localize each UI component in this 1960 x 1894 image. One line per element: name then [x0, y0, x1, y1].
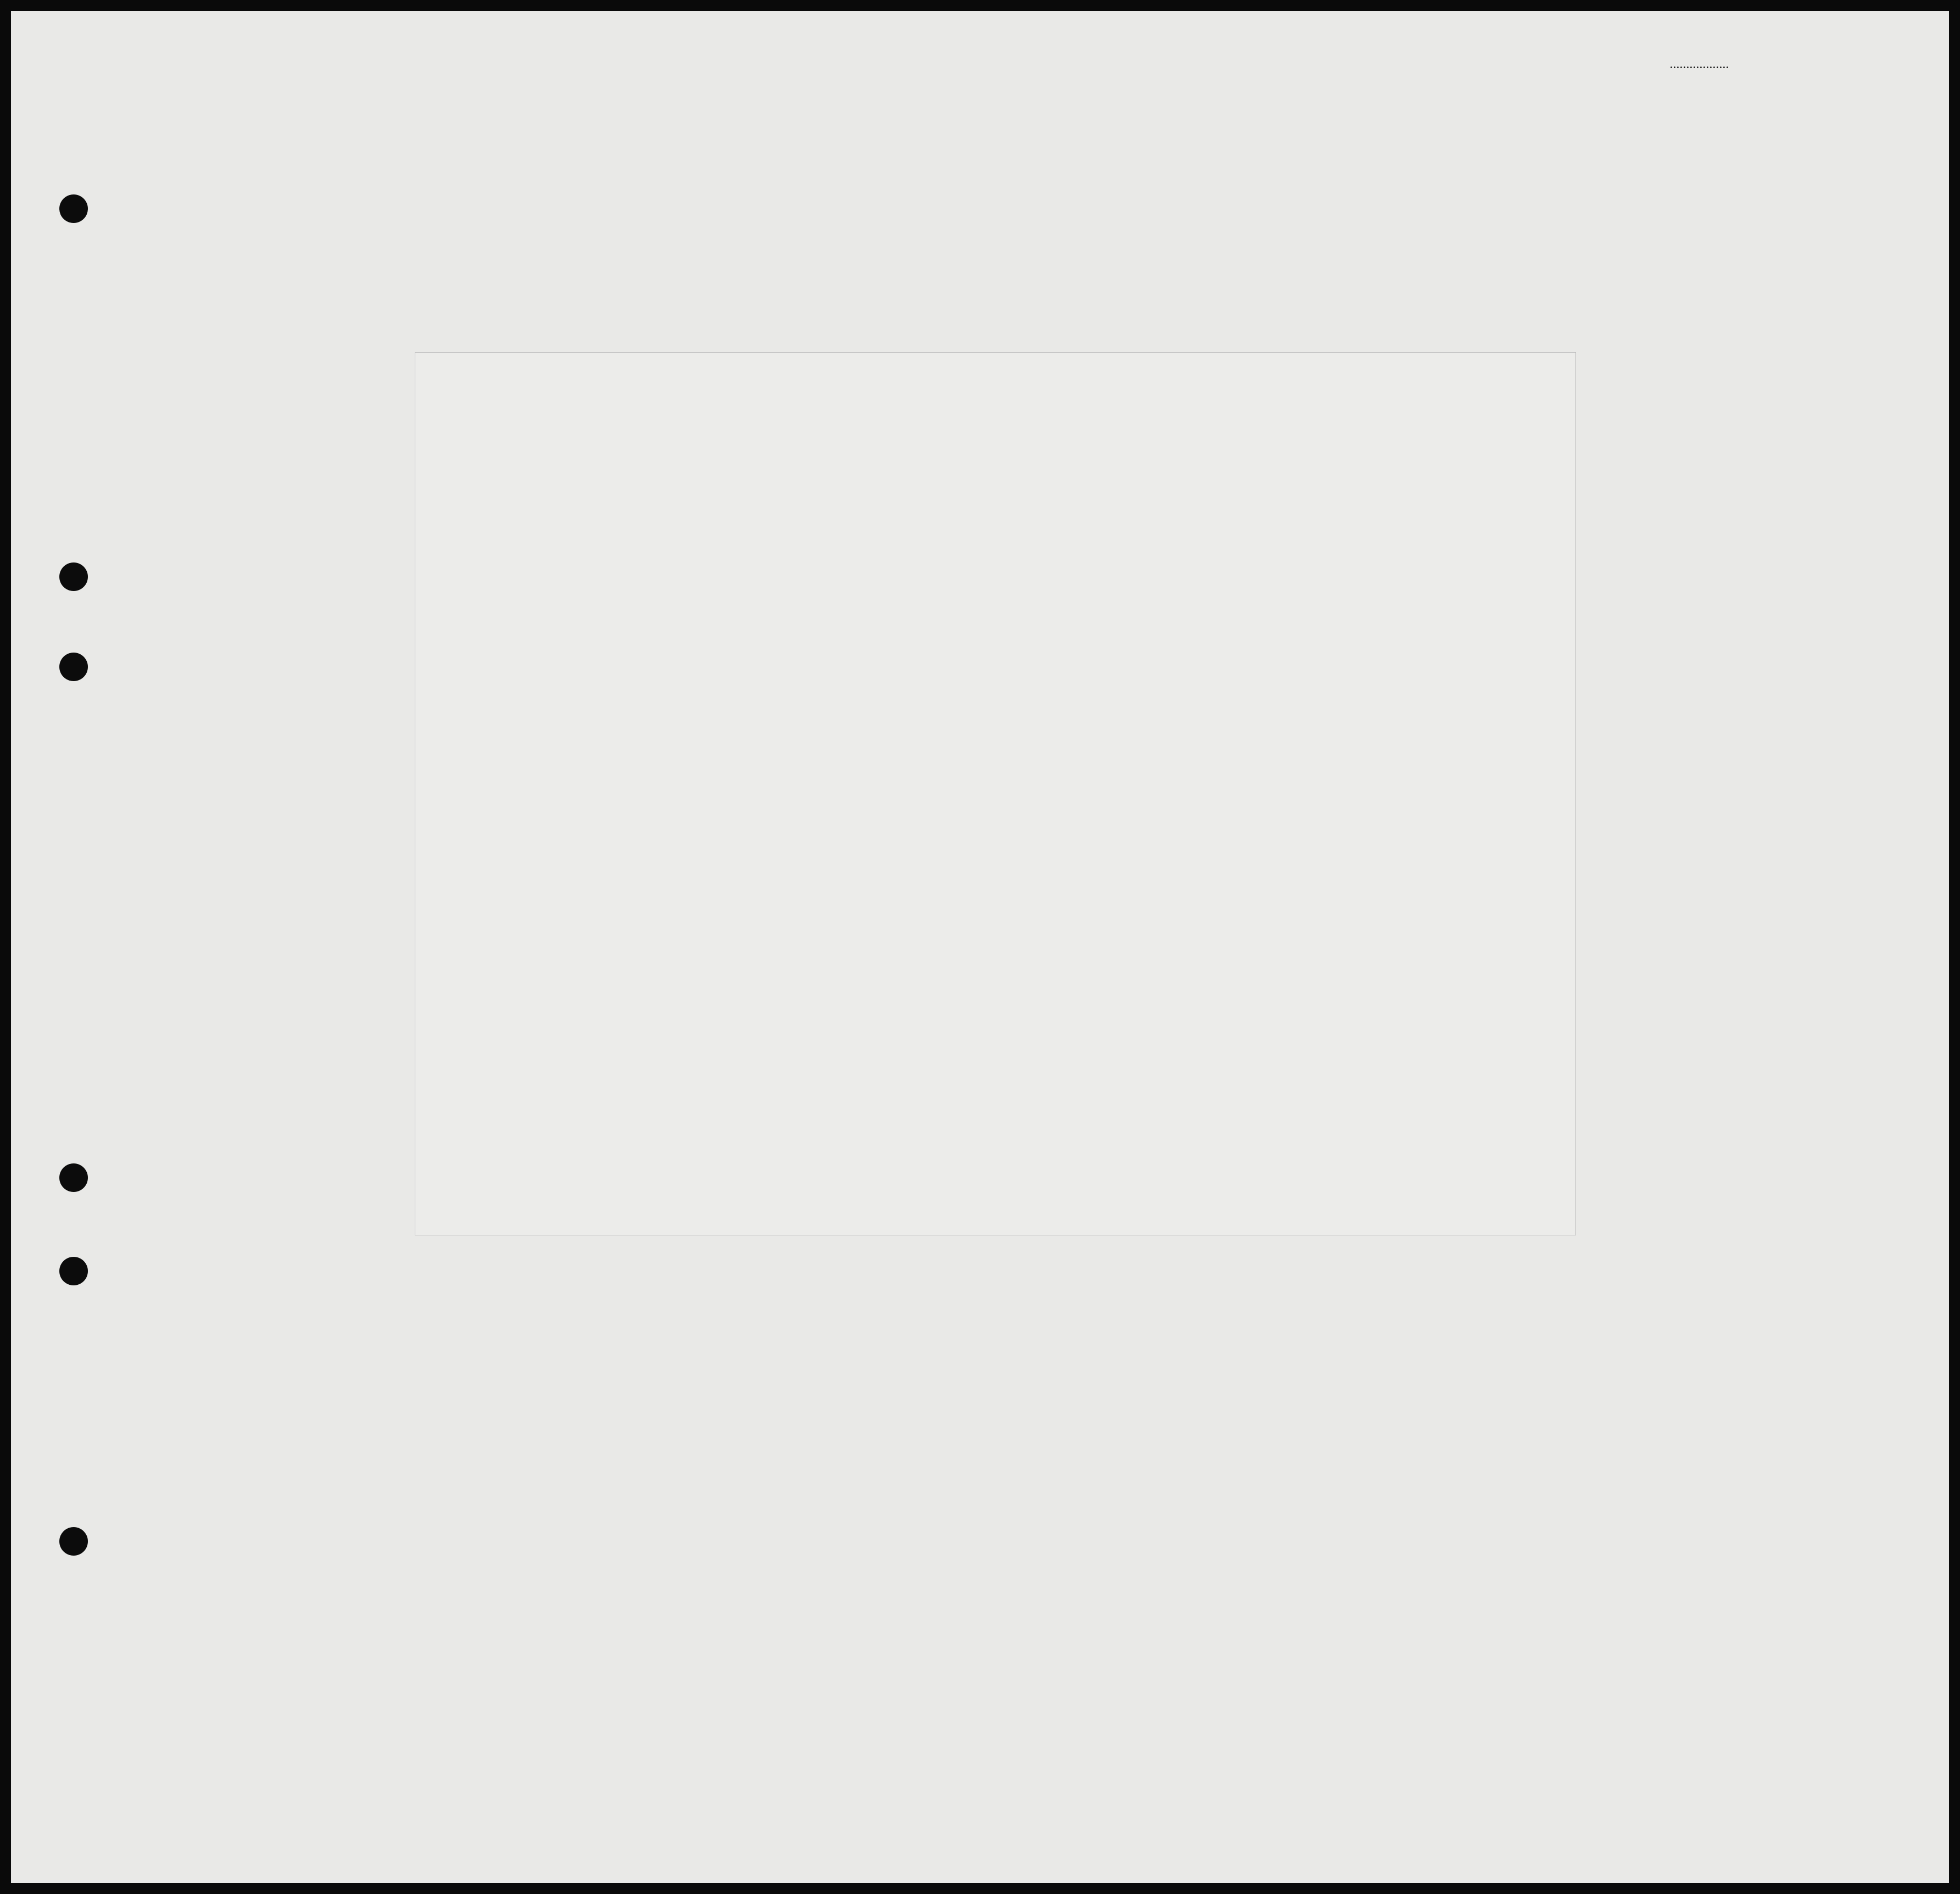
punch-hole	[59, 653, 88, 681]
entry-declaration-inset	[415, 353, 1575, 1235]
manifest-sheet	[11, 11, 1949, 1883]
punch-hole	[59, 562, 88, 591]
punch-hole	[59, 1163, 88, 1192]
sheet-number-label: ..................	[1670, 57, 1729, 71]
punch-hole	[59, 1527, 88, 1556]
voyage-line	[11, 176, 1949, 236]
typed-manifest-line	[824, 889, 856, 910]
inset-grid	[415, 353, 1575, 1235]
punch-hole	[59, 1257, 88, 1285]
